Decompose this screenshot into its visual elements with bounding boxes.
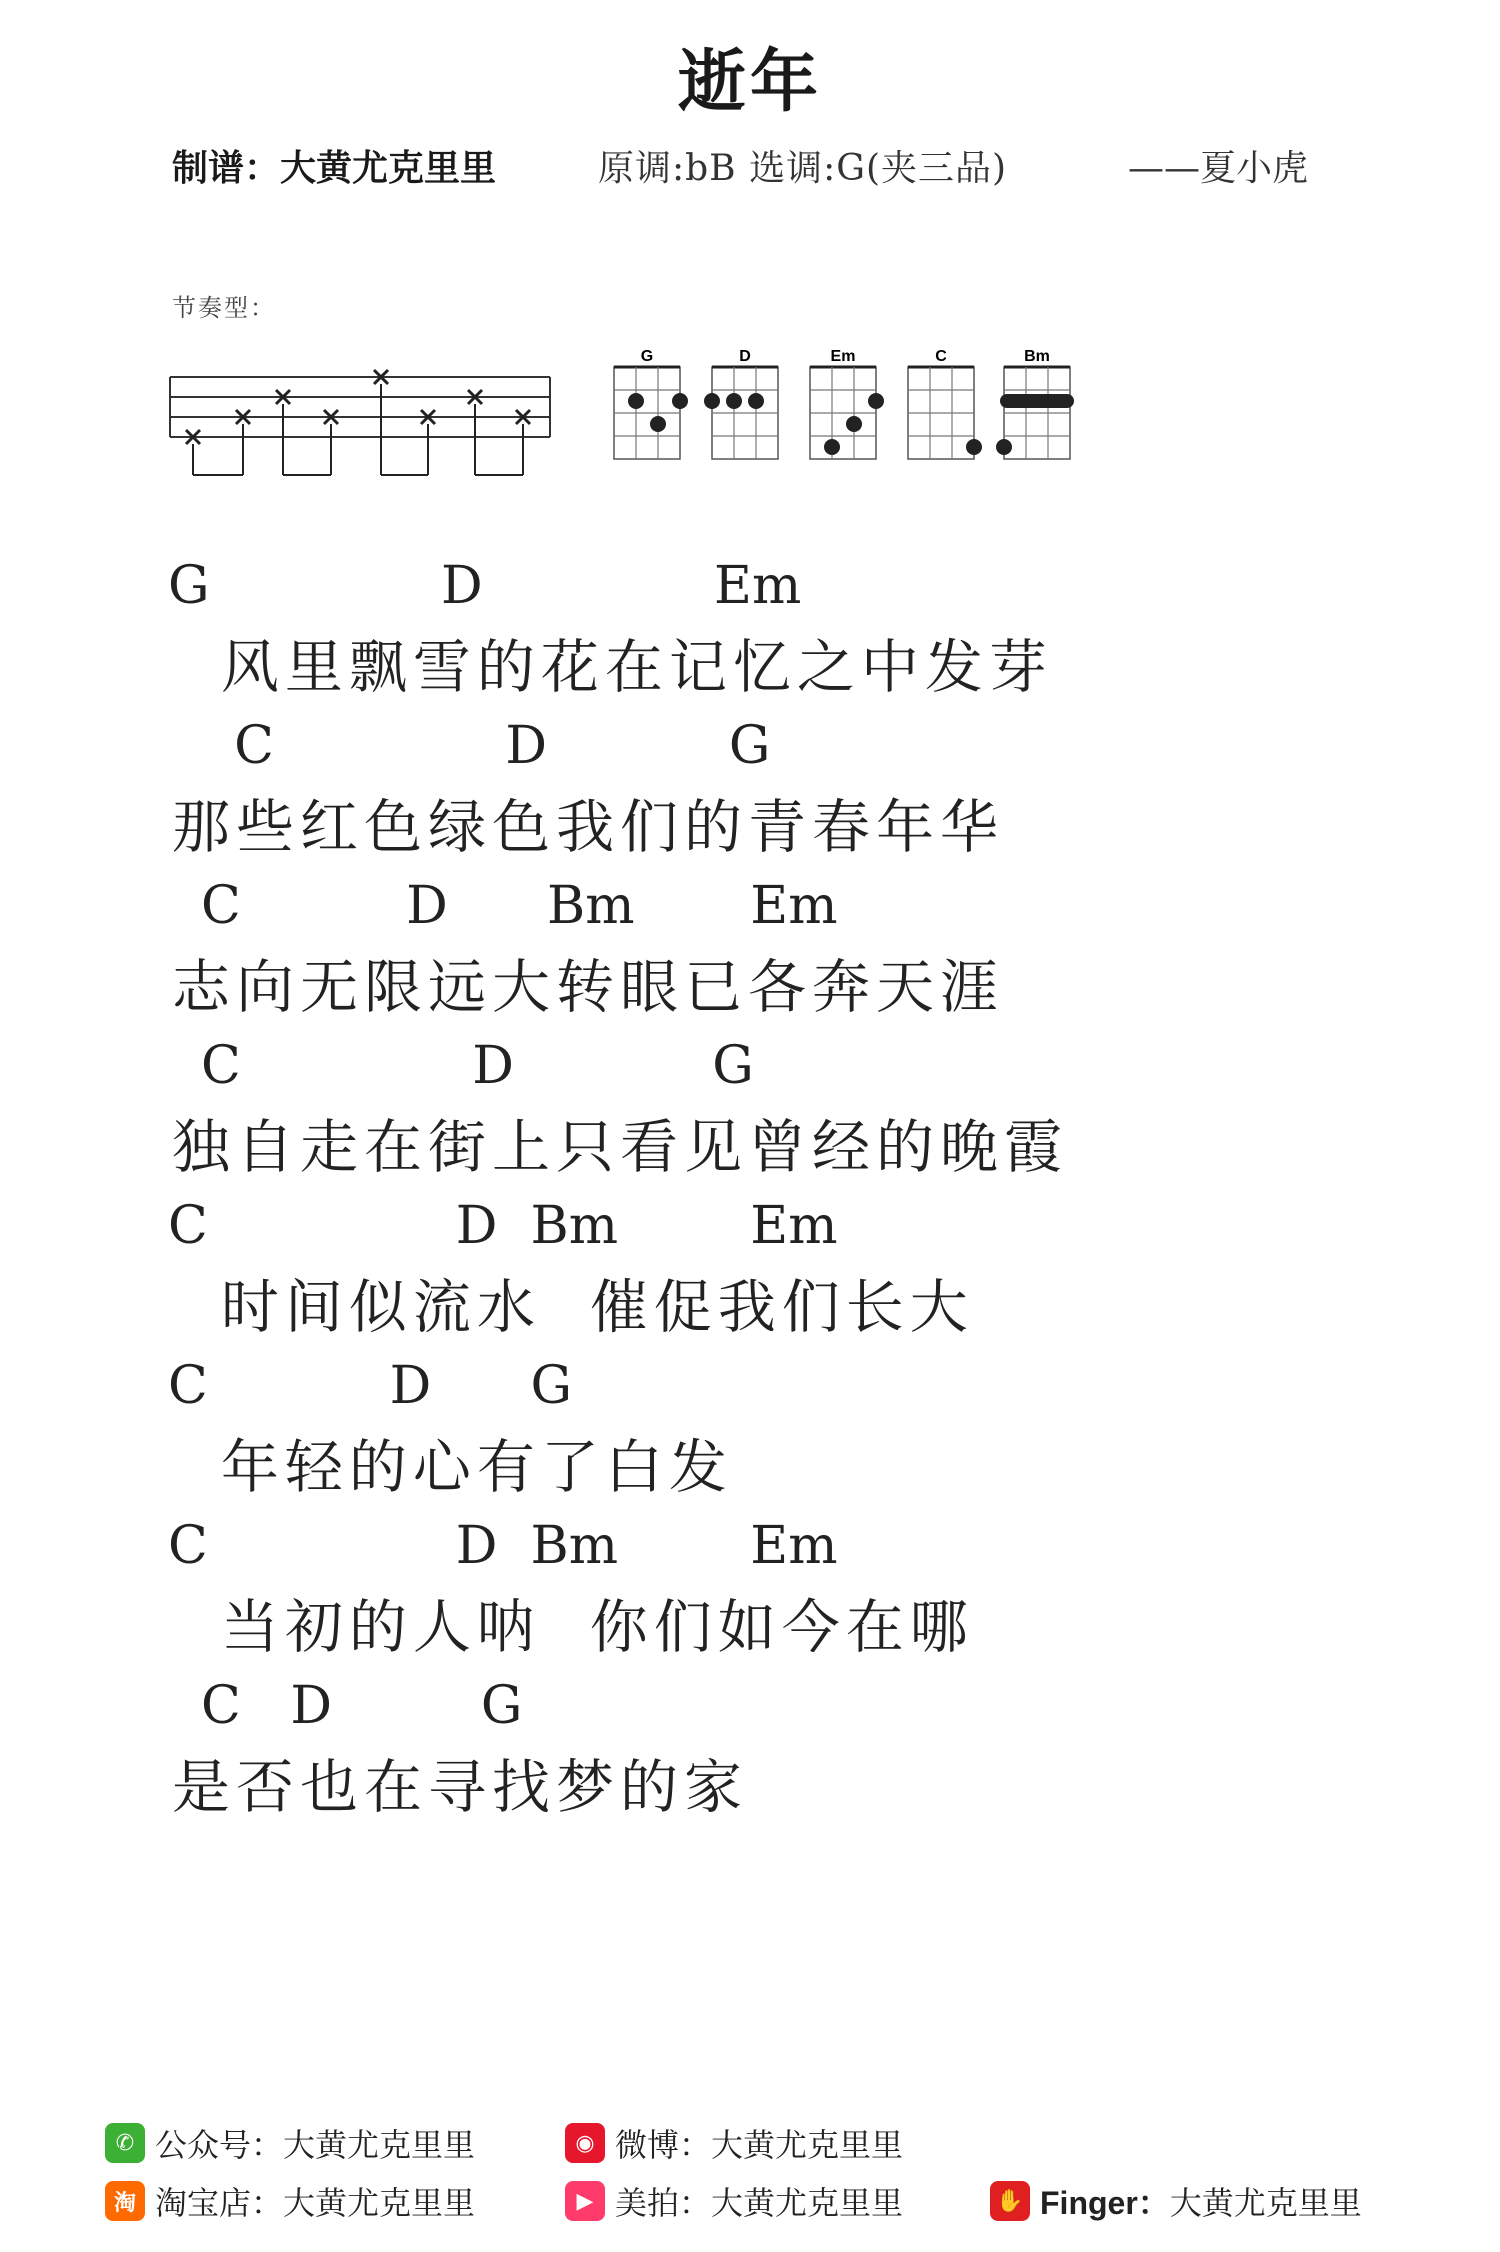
meipai-icon: ▶ — [565, 2181, 605, 2221]
footer-finger-app: Finger： — [1040, 2185, 1170, 2221]
chord-name-bm: Bm — [1024, 348, 1050, 365]
weibo-icon: ◉ — [565, 2123, 605, 2163]
singer: ——夏小虎 — [1128, 148, 1309, 189]
key-info: 原调:bB 选调:G(夹三品) — [598, 148, 1008, 189]
footer-wechat — [105, 2120, 475, 2166]
footer-weibo-label: 微博：大黄尤克里里 — [615, 2126, 904, 2164]
footer-taobao-label: 淘宝店：大黄尤克里里 — [155, 2184, 476, 2222]
footer-weibo — [565, 2120, 903, 2166]
chord-name-c: C — [935, 348, 947, 365]
chord-diagram-bm — [996, 348, 1074, 459]
lyric-line: 那些红色绿色我们的青春年华 — [172, 793, 1005, 861]
footer-taobao — [105, 2178, 475, 2224]
chord-name-em: Em — [830, 348, 856, 365]
lyric-line: 是否也在寻找梦的家 — [172, 1753, 749, 1821]
score-maker: 制谱：大黄尤克里里 — [172, 148, 497, 189]
lyric-line: 风里飘雪的花在记忆之中发芽 — [172, 633, 1053, 701]
taobao-icon: 淘 — [105, 2181, 145, 2221]
chord-name-d: D — [739, 348, 751, 365]
lyric-line: 年轻的心有了白发 — [172, 1433, 733, 1501]
lyric-line: 当初的人呐 你们如今在哪 — [172, 1593, 974, 1661]
wechat-icon: ✆ — [105, 2123, 145, 2163]
chord-line: C D Bm Em — [168, 1516, 838, 1576]
song-title: 逝年 — [677, 43, 822, 122]
chord-diagram-d — [704, 348, 778, 459]
footer-finger — [990, 2178, 1362, 2224]
footer-finger-label: 大黄尤克里里 — [1169, 2184, 1362, 2222]
chord-line: C D Bm Em — [168, 1196, 838, 1256]
chord-name-g: G — [640, 348, 654, 365]
chord-line: C D Bm Em — [168, 876, 838, 936]
chord-diagram-c — [908, 348, 982, 459]
chord-line: C D G — [168, 1356, 573, 1416]
rhythm-pattern — [168, 355, 553, 485]
chord-line: C D G — [168, 1676, 523, 1736]
chord-line: C D G — [168, 1036, 754, 1096]
chord-line: G D Em — [168, 556, 802, 616]
rhythm-label: 节奏型： — [172, 294, 276, 322]
lyric-line: 独自走在街上只看见曾经的晚霞 — [172, 1113, 1069, 1181]
chord-diagrams — [608, 345, 1078, 480]
lyric-line: 志向无限远大转眼已各奔天涯 — [172, 953, 1005, 1021]
footer-meipai — [565, 2178, 903, 2224]
chord-diagram-em — [810, 348, 884, 459]
lyric-line: 时间似流水 催促我们长大 — [172, 1273, 974, 1341]
chord-diagram-g — [614, 348, 688, 459]
chord-line: C D G — [168, 716, 771, 776]
footer-meipai-label: 美拍：大黄尤克里里 — [615, 2184, 904, 2222]
footer-wechat-label: 公众号：大黄尤克里里 — [155, 2126, 476, 2164]
finger-icon: ✋ — [990, 2181, 1030, 2221]
